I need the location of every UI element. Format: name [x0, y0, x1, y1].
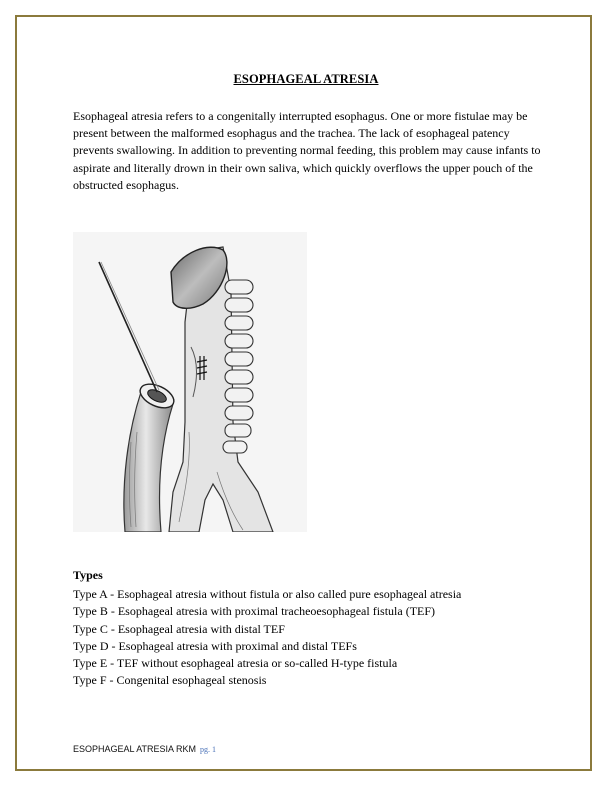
footer-label: ESOPHAGEAL ATRESIA RKM: [73, 744, 197, 754]
type-f-item: Type F - Congenital esophageal stenosis: [73, 673, 267, 688]
intro-paragraph: Esophageal atresia refers to a congenitally interrupted esophagus. One or more fistulae may be present between the malformed esophagus and the trachea. The lack of esophageal patency prevents swallowing. In addition to preventing normal feeding, this problem may cause infants to aspirate and literally drown in their own saliva, which quickly overflows the upper pouch of the obstructed esophagus.: [73, 109, 541, 192]
types-list: [73, 586, 563, 690]
page-title: ESOPHAGEAL ATRESIA: [233, 72, 379, 86]
page-number: pg. 1: [200, 745, 217, 754]
esophageal-atresia-illustration: [73, 232, 307, 532]
type-c-item: Type C - Esophageal atresia with distal TEF: [73, 621, 285, 636]
type-a-item: Type A - Esophageal atresia without fistula or also called pure esophageal atresia: [73, 587, 462, 601]
type-e-item: Type E - TEF without esophageal atresia or so-called H-type fistula: [73, 656, 398, 671]
type-b-item: Type B - Esophageal atresia with proximal tracheoesophageal fistula (TEF): [73, 604, 436, 619]
types-heading: Types: [73, 568, 103, 582]
page-footer: [73, 744, 216, 754]
type-d-item: Type D - Esophageal atresia with proximal and distal TEFs: [73, 638, 357, 653]
